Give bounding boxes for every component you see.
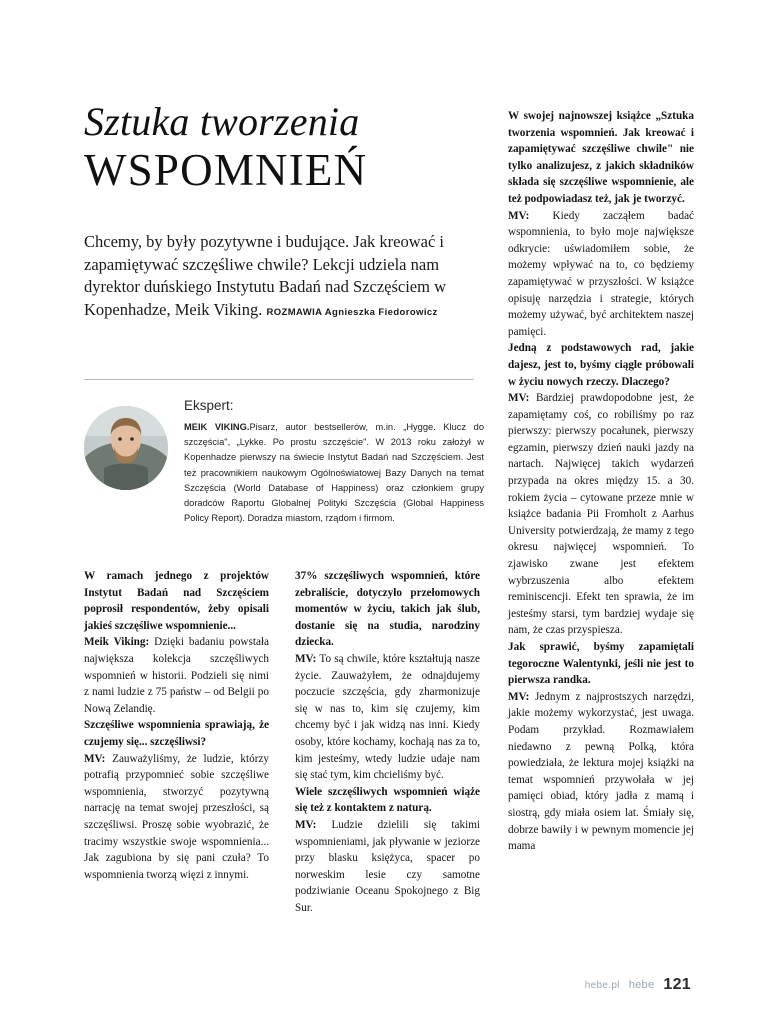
expert-bio (184, 420, 484, 526)
question: Szczęśliwe wspomnienia sprawiają, że czujemy się... szczęśliwsi? (84, 719, 269, 748)
speaker-label: MV: (84, 752, 106, 765)
page-number: 121 (663, 976, 691, 993)
answer-text: To są chwile, które kształtują nasze życie. Zauważyłem, że odnajdujemy poczucie szczęścia, gdy zharmonizuje się w nas to, kim się czujemy, kim chcemy być i jak widzą nas inni. Kiedy osoby, które kochamy, kochają nas za to, kim jesteśmy, wtedy ludzie udaje nam się stać tym, kim chcieliśmy być. (295, 652, 480, 782)
question: Wiele szczęśliwych wspomnień wiąże się też z kontaktem z naturą. (295, 785, 480, 815)
page-title (84, 100, 474, 194)
expert-text-block (184, 398, 484, 526)
footer-brand: hebe (628, 979, 655, 991)
question: 37% szczęśliwych wspomnień, które zebraliście, dotyczyło przełomowych momentów w życiu, takich jak ślub, dostanie się na studia, narodziny dziecka. (295, 570, 480, 649)
question: W swojej najnowszej książce „Sztuka tworzenia wspomnień. Jak kreować i zapamiętywać szczęśliwe chwile" nie tylko analizujesz, z jakich składników składa się szczęśliwe wspomnienie, ale też podpowiadasz też, jak je tworzyć. (508, 110, 694, 205)
speaker-label: MV: (295, 818, 317, 831)
article-column-2 (295, 568, 480, 916)
speaker-label: MV: (295, 652, 317, 665)
question: Jedną z podstawowych rad, jakie dajesz, jest to, byśmy ciągle próbowali w życiu nowych rzeczy. Dlaczego? (508, 342, 694, 388)
answer (295, 817, 480, 917)
byline: ROZMAWIA Agnieszka Fiedorowicz (266, 306, 438, 318)
answer (295, 651, 480, 784)
expert-label: Ekspert: (184, 398, 234, 413)
article-column-3 (508, 108, 694, 855)
lead-text: Chcemy, by były pozytywne i budujące. Jak kreować i zapamiętywać szczęśliwe chwile? Lekcji udziela nam dyrektor duńskiego Instytutu Badań nad Szczęściem w Kopenhadze, Meik Viking. (84, 232, 446, 319)
answer (508, 208, 694, 341)
page-footer (585, 976, 691, 994)
lead-paragraph (84, 231, 484, 324)
avatar (84, 406, 168, 490)
answer-text: Zauważyliśmy, że ludzie, którzy potrafią przypomnieć sobie szczęśliwe wspomnienia, stworzyć pozytywną narrację na temat swojej przeszłości, są szczęśliwsi. Proszę sobie wyobrazić, że tracimy wszystkie swoje wspomnienia... Jak zagubiona by się pani czuła? To wspomnienia tworzą więzi z innymi. (84, 752, 269, 881)
headline-line-1: Sztuka tworzenia (84, 99, 360, 144)
expert-name: MEIK VIKING. (184, 422, 250, 432)
expert-bio-text: Pisarz, autor bestsellerów, m.in. „Hygge. Klucz do szczęścia", „Lykke. Po prostu szczęście". W 2013 roku założył w Kopenhadze pierwszy na świecie Instytut Badań nad Szczęściem. Jest też pracownikiem naukowym Ogólnoświatowej Bazy Danych na temat Szczęścia (World Database of Happiness) oraz członkiem grupy doradców Raportu Globalnej Polityki Szczęścia (Global Happiness Policy Report). Doradza miastom, rządom i firmom. (184, 422, 485, 524)
answer-text: Ludzie dzielili się takimi wspomnieniami, jak pływanie w jeziorze przy blasku księżyca, spacer po norweskim lesie czy samotne podziwianie Oceanu Spokojnego z Big Sur. (295, 818, 480, 914)
article-column-1 (84, 568, 269, 883)
speaker-label: MV: (508, 690, 530, 703)
expert-box (84, 398, 484, 526)
question: W ramach jednego z projektów Instytut Badań nad Szczęściem poprosił respondentów, żeby opisali jakieś szczęśliwe wspomnienie... (84, 570, 269, 632)
answer-text: Bardziej prawdopodobne jest, że zapamiętamy coś, co robiliśmy po raz pierwszy: pierwszy pocałunek, pierwszy egzamin, pierwszy dzień nauki jazdy na nartach. Najwięcej takich wydarzeń przypada na okres między 15. a 30. rokiem życia – cytowane przeze mnie w książce badania Pii Fromholt z Aarhus University potwierdzają, że mamy z tego okresu najwięcej wspomnień. To zjawisko zwane jest efektem wybrzuszenia albo efektem reminiscencji. Efekt ten sprawia, że im jesteśmy starsi, tym bardziej wydaje się nam, że czas przyspiesza. (508, 392, 694, 637)
divider-rule (84, 379, 474, 380)
answer-text: Kiedy zacząłem badać wspomnienia, to było moje największe odkrycie: uświadomiłem sobie, że możemy wpływać na to, co będziemy zapamiętywać w przyszłości. W książce opisuję narzędzia i strategie, których możemy używać, być architektem naszej pamięci. (508, 209, 694, 338)
headline-line-2: WSPOMNIEŃ (84, 145, 368, 195)
answer (508, 390, 694, 639)
question: Jak sprawić, byśmy zapamiętali tegoroczne Walentynki, jeśli nie jest to pierwsza randka. (508, 641, 694, 687)
answer (508, 689, 694, 855)
speaker-label: MV: (508, 209, 530, 222)
answer (84, 634, 269, 717)
answer-text: Dzięki badaniu powstała największa kolekcja szczęśliwych wspomnień w historii. Podzieli się nimi z nami ludzie z 75 państw – od Belgii po Nową Zelandię. (84, 636, 269, 715)
speaker-label: MV: (508, 392, 530, 405)
answer (84, 751, 269, 884)
speaker-label: Meik Viking: (84, 636, 150, 649)
answer-text: Jednym z najprostszych narzędzi, jakie możemy wykorzystać, jest uwaga. Podam przykład. Rozmawiałem niedawno z pewną Polką, która powiedziała, że lektura mojej książki na temat wspomnień przywołała w jej pamięci obiad, który jadła z mamą i siostrą, gdy miała osiem lat. Śmiały się, dobrze bawiły i w pewnym momencie jej mama (508, 690, 694, 853)
footer-site: hebe.pl (584, 979, 620, 991)
